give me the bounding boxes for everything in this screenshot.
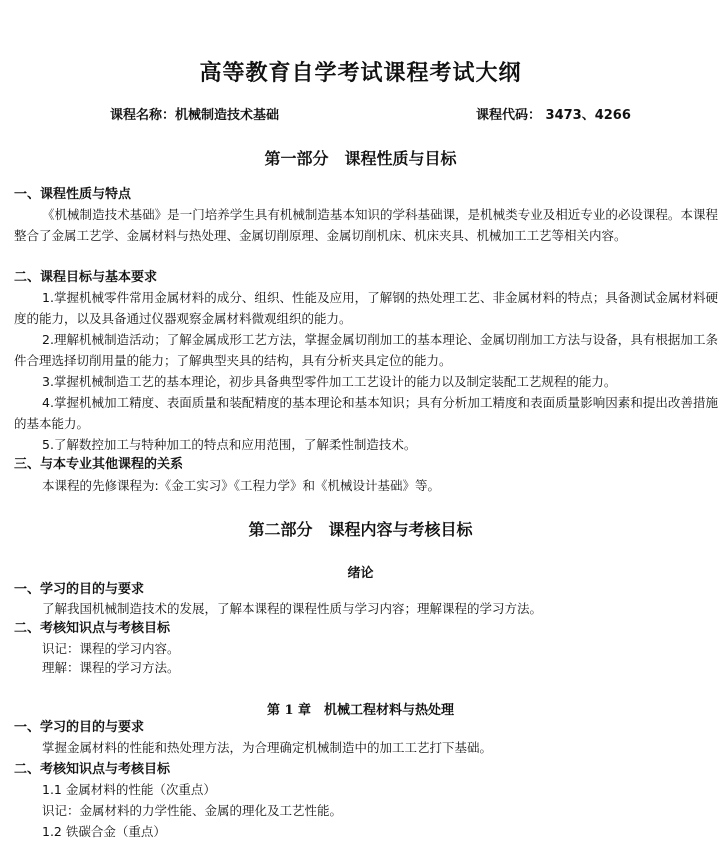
- document-title: 高等教育自学考试课程考试大纲: [199, 60, 522, 86]
- part1-heading-1: 一、课程性质与特点: [14, 187, 132, 202]
- intro-paragraph-1: 了解我国机械制造技术的发展，了解本课程的课程性质与学习内容；理解课程的学习方法。: [42, 601, 543, 616]
- goal-item-2: 2.理解机械制造活动；了解金属成形工艺方法，掌握金属切削加工的基本理论、金属切削加工方法与设备，具有根据加工条件合理选择切削用量的能力；了解典型夹具的结构，具有分析夹具定位的能力。: [14, 332, 718, 368]
- intro-heading-1: 一、学习的目的与要求: [14, 582, 145, 597]
- part1-heading-3: 三、与本专业其他课程的关系: [14, 457, 184, 472]
- course-name: 课程名称：机械制造技术基础: [110, 108, 280, 123]
- course-code: 课程代码： 3473、4266: [476, 108, 631, 123]
- part1-paragraph-1: 《机械制造技术基础》是一门培养学生具有机械制造基本知识的学科基础课，是机械类专业及相近专业的必设课程。本课程整合了金属工艺学、金属材料与热处理、金属切削原理、金属切削机床、机床夹具、机械加工工艺等相关内容。: [14, 207, 718, 243]
- part2-title: 第二部分 课程内容与考核目标: [248, 520, 473, 539]
- chapter1-paragraph-1: 掌握金属材料的性能和热处理方法，为合理确定机械制造中的加工工艺打下基础。: [42, 740, 493, 755]
- chapter1-heading-1: 一、学习的目的与要求: [14, 720, 145, 735]
- chapter1-line-3: 1.2 铁碳合金（重点）: [42, 824, 166, 839]
- goal-item-5: 5.了解数控加工与特种加工的特点和应用范围，了解柔性制造技术。: [42, 437, 417, 452]
- intro-line-2: 理解：课程的学习方法。: [42, 660, 180, 675]
- intro-line-1: 识记：课程的学习内容。: [42, 641, 180, 656]
- goal-item-4: 4.掌握机械加工精度、表面质量和装配精度的基本理论和基本知识；具有分析加工精度和表面质量影响因素和提出改善措施的基本能力。: [14, 395, 718, 431]
- part1-title: 第一部分 课程性质与目标: [264, 149, 457, 168]
- part1-heading-2: 二、课程目标与基本要求: [14, 270, 158, 285]
- chapter1-heading-2: 二、考核知识点与考核目标: [14, 762, 171, 777]
- chapter1-line-2: 识记：金属材料的力学性能、金属的理化及工艺性能。: [42, 803, 343, 818]
- intro-heading-2: 二、考核知识点与考核目标: [14, 621, 171, 636]
- part1-paragraph-3: 本课程的先修课程为:《金工实习》《工程力学》和《机械设计基础》等。: [42, 478, 440, 493]
- chapter1-line-1: 1.1 金属材料的性能（次重点）: [42, 782, 216, 797]
- goal-item-1: 1.掌握机械零件常用金属材料的成分、组织、性能及应用，了解钢的热处理工艺、非金属材料的特点；具备测试金属材料硬度的能力，以及具备通过仪器观察金属材料微观组织的能力。: [14, 290, 718, 326]
- chapter1-title: 第 1 章 机械工程材料与热处理: [266, 703, 455, 718]
- goal-item-3: 3.掌握机械制造工艺的基本理论，初步具备典型零件加工工艺设计的能力以及制定装配工艺规程的能力。: [42, 374, 617, 389]
- intro-title: 绪论: [347, 566, 374, 581]
